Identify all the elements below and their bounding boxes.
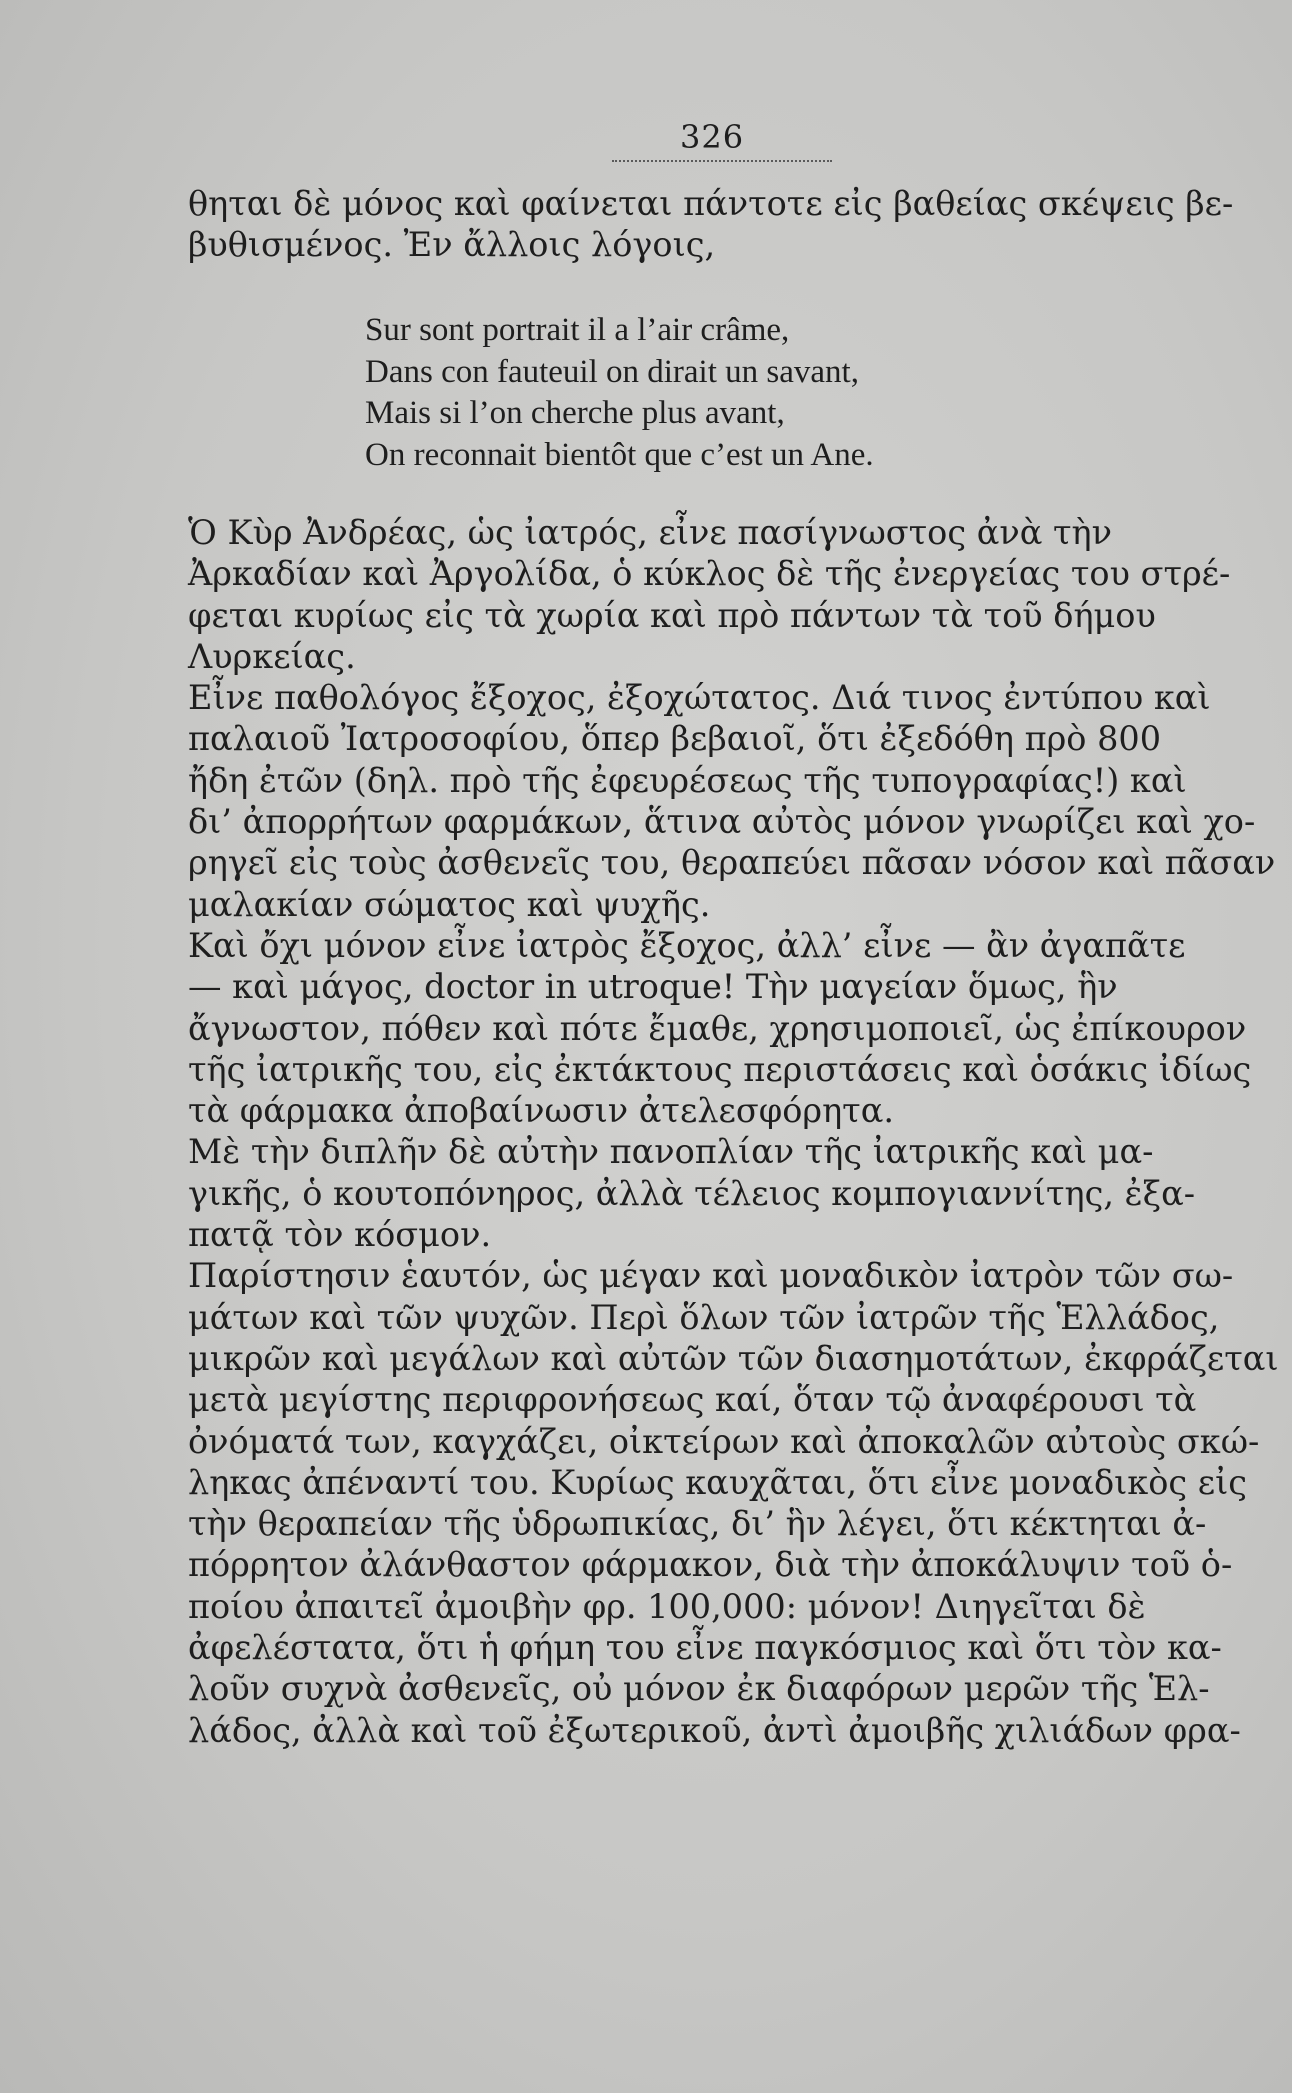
verse-line: Sur sont portrait il a l’air crâme,	[365, 312, 790, 348]
text-line: τὴν θεραπείαν τῆς ὑδρωπικίας, δι’ ἣν λέγει, ὅτι κέκτηται ἀ-	[188, 1504, 1207, 1544]
page-number: 326	[680, 118, 745, 156]
text-line: μάτων καὶ τῶν ψυχῶν. Περὶ ὅλων τῶν ἰατρῶν τῆς Ἑλλάδος,	[188, 1297, 1220, 1337]
text-line: βυθισμένος. Ἐν ἄλλοις λόγοις,	[188, 225, 716, 265]
text-line: γικῆς, ὁ κουτοπόνηρος, ἀλλὰ τέλειος κομπογιαννίτης, ἐξα-	[188, 1173, 1196, 1213]
text-line: τὰ φάρμακα ἀποβαίνωσιν ἀτελεσφόρητα.	[188, 1091, 894, 1131]
verse-line: On reconnait bientôt que c’est un Ane.	[365, 436, 874, 473]
text-line: ληκας ἀπέναντί του. Κυρίως καυχᾶται, ὅτι εἶνε μοναδικὸς εἰς	[188, 1462, 1248, 1502]
text-line: ἄγνωστον, πόθεν καὶ πότε ἔμαθε, χρησιμοποιεῖ, ὡς ἐπίκουρον	[188, 1008, 1247, 1048]
text-line: δι’ ἀπορρήτων φαρμάκων, ἅτινα αὐτὸς μόνον γνωρίζει καὶ χο-	[188, 802, 1256, 842]
text-line: Λυρκείας.	[188, 636, 356, 676]
text-line: Μὲ τὴν διπλῆν δὲ αὐτὴν πανοπλίαν τῆς ἰατρικῆς καὶ μα-	[188, 1132, 1154, 1172]
text-line: μικρῶν καὶ μεγάλων καὶ αὐτῶν τῶν διασημοτάτων, ἐκφράζεται	[188, 1338, 1279, 1378]
text-line: λοῦν συχνὰ ἀσθενεῖς, οὐ μόνον ἐκ διαφόρων μερῶν τῆς Ἑλ-	[188, 1669, 1210, 1709]
text-line: Εἶνε παθολόγος ἔξοχος, ἐξοχώτατος. Διά τινος ἐντύπου καὶ	[188, 678, 1211, 718]
text-line: ρηγεῖ εἰς τοὺς ἀσθενεῖς του, θεραπεύει πᾶσαν νόσον καὶ πᾶσαν	[188, 843, 1276, 883]
verse-line: Dans con fauteuil on dirait un savant,	[365, 353, 859, 390]
text-line: τῆς ἰατρικῆς του, εἰς ἐκτάκτους περιστάσεις καὶ ὁσάκις ἰδίως	[188, 1049, 1252, 1089]
text-line: λάδος, ἀλλὰ καὶ τοῦ ἐξωτερικοῦ, ἀντὶ ἀμοιβῆς χιλιάδων φρα-	[188, 1710, 1241, 1750]
text-line: ὀνόματά των, καγχάζει, οἰκτείρων καὶ ἀποκαλῶν αὐτοὺς σκώ-	[188, 1421, 1260, 1461]
text-line: παλαιοῦ Ἰατροσοφίου, ὅπερ βεβαιοῖ, ὅτι ἐξεδόθη πρὸ 800	[188, 719, 1162, 759]
text-line: ἤδη ἐτῶν (δηλ. πρὸ τῆς ἐφευρέσεως τῆς τυπογραφίας!) καὶ	[188, 760, 1187, 800]
text-line: θηται δὲ μόνος καὶ φαίνεται πάντοτε εἰς βαθείας σκέψεις βε-	[188, 184, 1234, 223]
text-line: Ἀρκαδίαν καὶ Ἀργολίδα, ὁ κύκλος δὲ τῆς ἐνεργείας του στρέ-	[188, 554, 1231, 594]
intro-paragraph	[188, 183, 1248, 266]
text-line: ἀφελέστατα, ὅτι ἡ φήμη του εἶνε παγκόσμιος καὶ ὅτι τὸν κα-	[188, 1628, 1222, 1668]
text-line: Ὁ Κὺρ Ἀνδρέας, ὡς ἰατρός, εἶνε πασίγνωστος ἀνὰ τὴν	[188, 513, 1112, 552]
text-line: ποίου ἀπαιτεῖ ἀμοιβὴν φρ. 100,000: μόνον! Διηγεῖται δὲ	[188, 1586, 1146, 1626]
text-line: — καὶ μάγος, doctor in utroque! Τὴν μαγείαν ὅμως, ἣν	[188, 967, 1118, 1007]
page-number-underline	[612, 160, 832, 162]
text-line: μαλακίαν σώματος καὶ ψυχῆς.	[188, 884, 711, 924]
text-line: φεται κυρίως εἰς τὰ χωρία καὶ πρὸ πάντων τὰ τοῦ δήμου	[188, 595, 1156, 635]
text-line: Παρίστησιν ἑαυτόν, ὡς μέγαν καὶ μοναδικὸν ἰατρὸν τῶν σω-	[188, 1256, 1234, 1296]
text-line: μετὰ μεγίστης περιφρονήσεως καί, ὅταν τῷ ἀναφέρουσι τὰ	[188, 1380, 1197, 1420]
verse-line: Mais si l’on cherche plus avant,	[365, 395, 785, 431]
text-line: πατᾷ τὸν κόσμον.	[188, 1215, 492, 1255]
french-verse-quote	[365, 310, 874, 476]
text-line: πόρρητον ἀλάνθαστον φάρμακον, διὰ τὴν ἀποκάλυψιν τοῦ ὁ-	[188, 1545, 1233, 1585]
text-line: Καὶ ὄχι μόνον εἶνε ἰατρὸς ἔξοχος, ἀλλ’ εἶνε — ἂν ἀγαπᾶτε	[188, 925, 1186, 965]
body-text	[188, 512, 1279, 1751]
